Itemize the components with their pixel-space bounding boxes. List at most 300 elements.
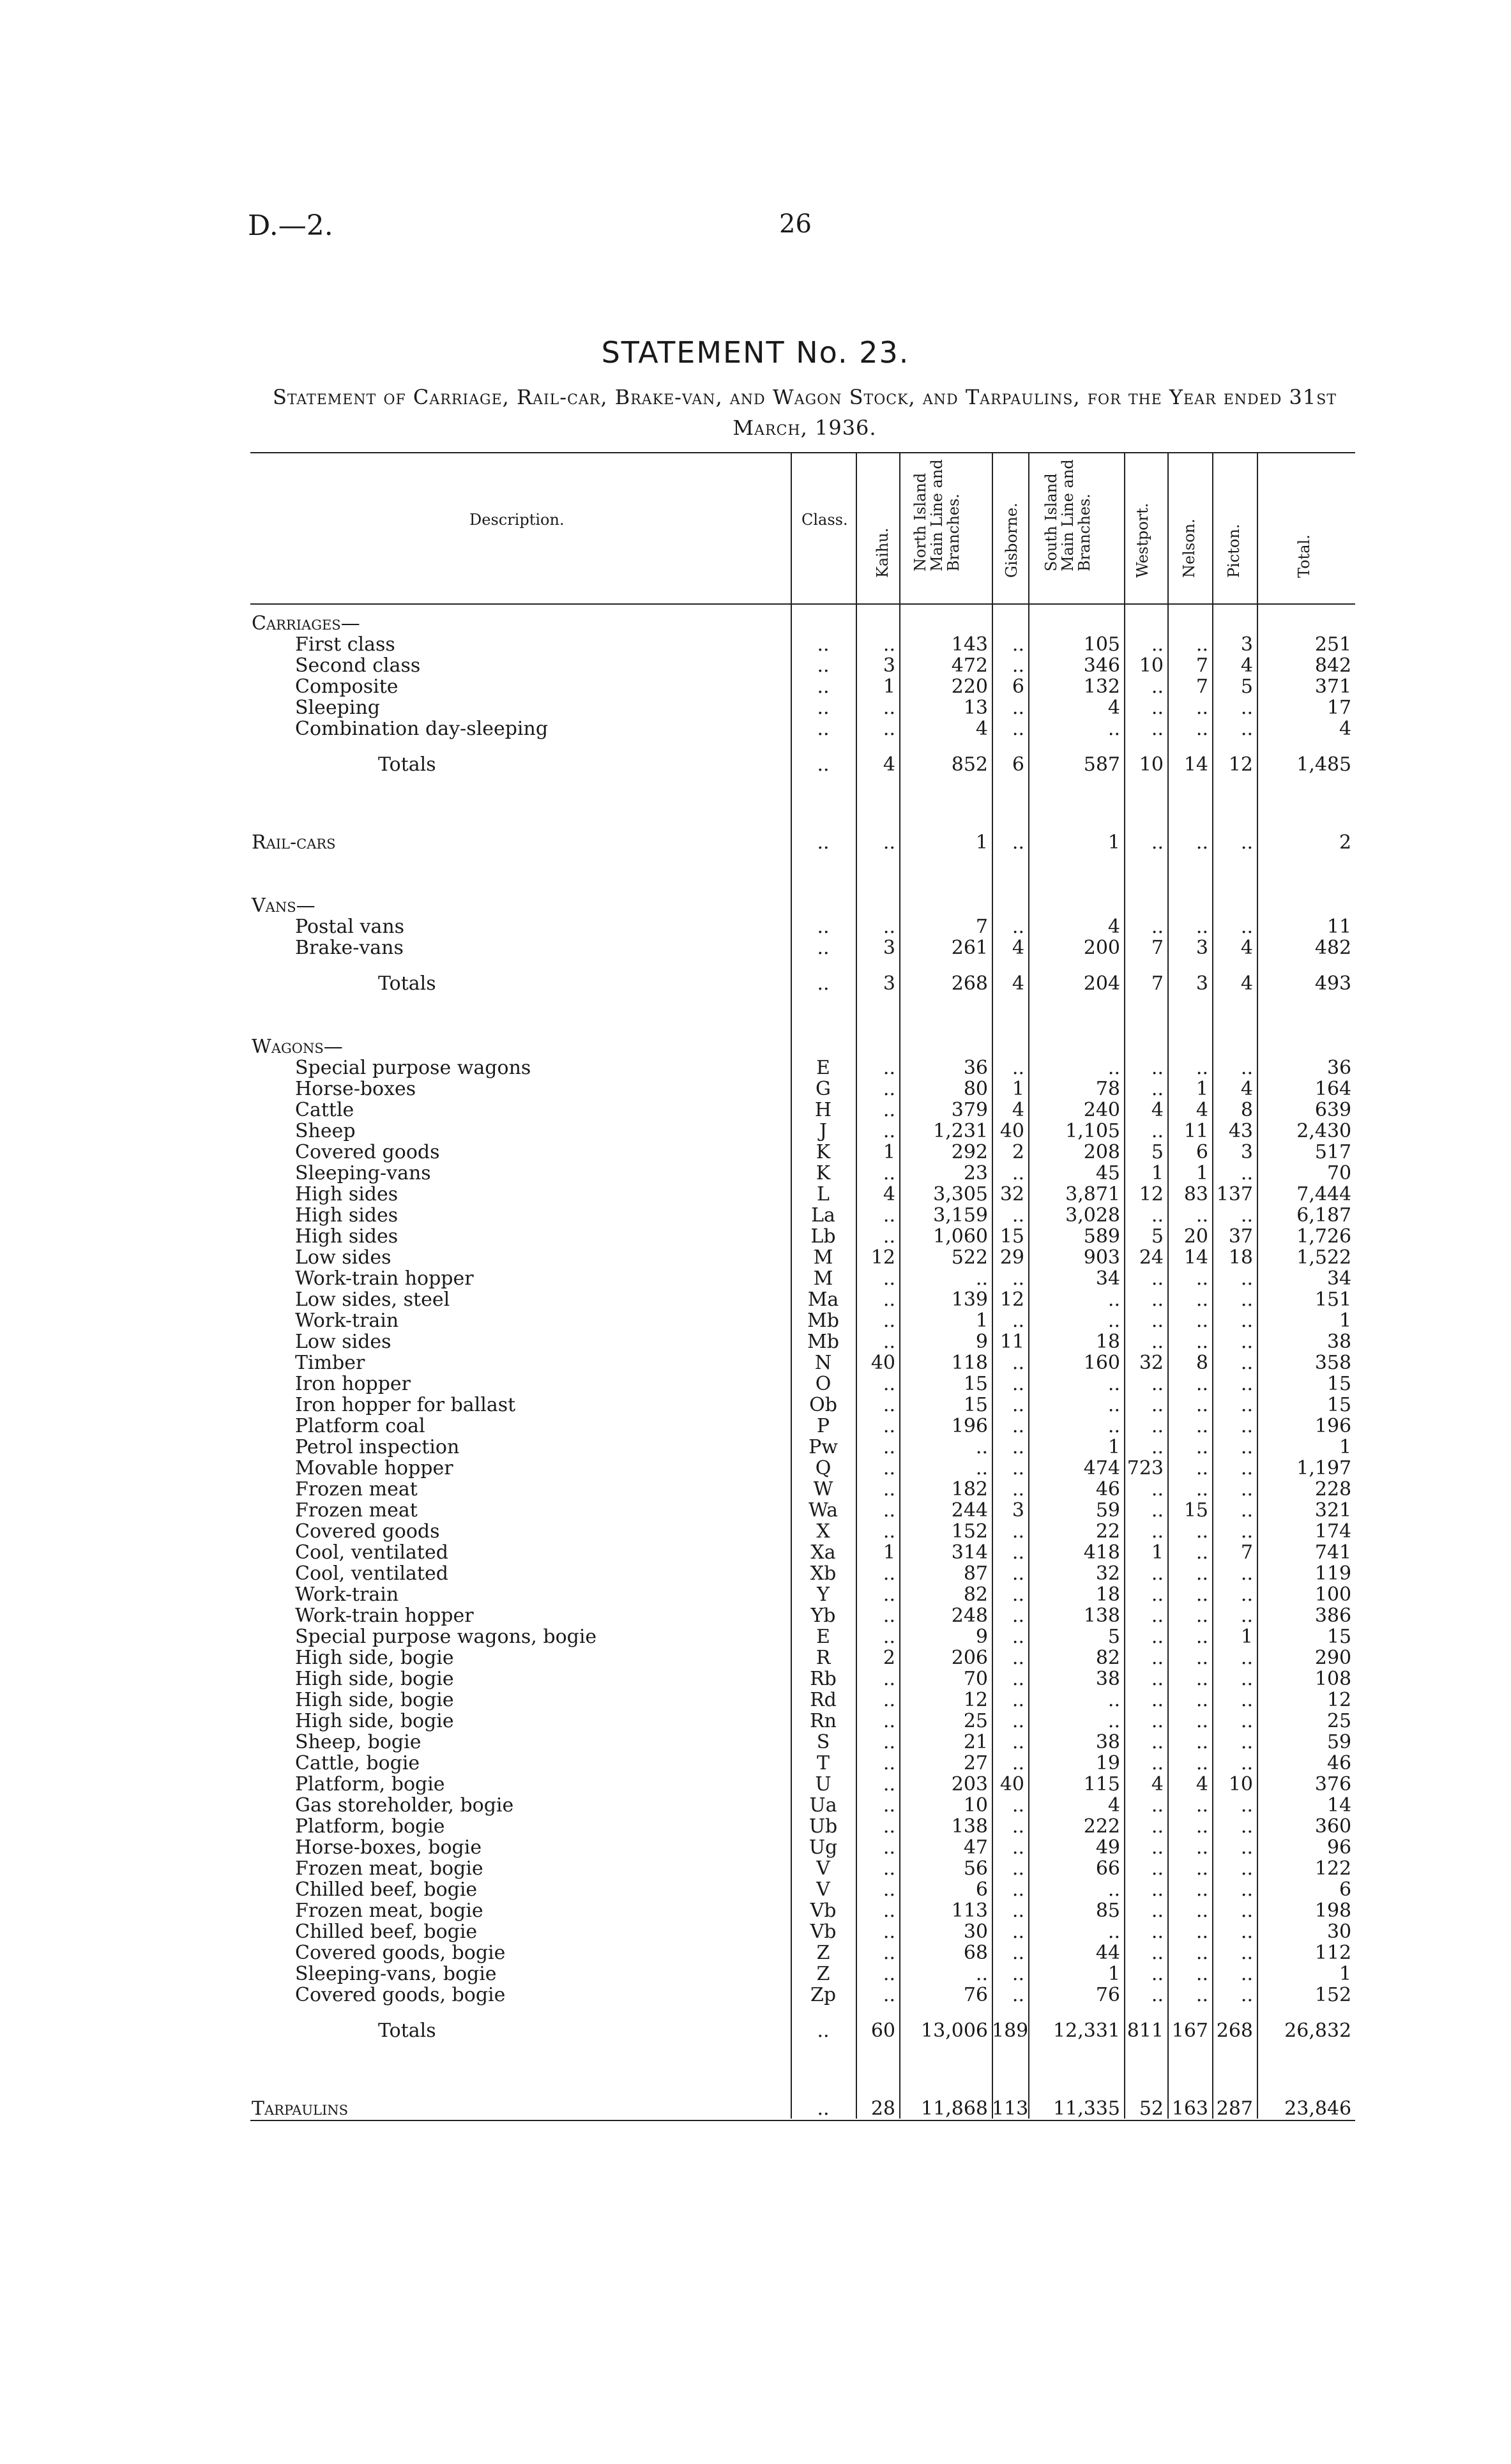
cell-picton: 4 [1240,1078,1253,1100]
cell-gisborne: 2 [1012,1142,1024,1163]
cell-nelson: .. [1196,1795,1208,1816]
cell-north-island: 203 [951,1774,988,1795]
cell-nelson: 14 [1183,753,1208,776]
cell-south-island: .. [1107,1689,1120,1711]
cell-total: 1 [1339,1437,1352,1458]
cell-kaihu: .. [883,1100,895,1121]
totals-label: Totals [378,972,436,995]
row-class: T [816,1753,830,1774]
cell-kaihu: .. [883,916,895,937]
cell-kaihu: 4 [883,1184,895,1205]
cell-north-island: 87 [963,1563,988,1584]
cell-picton: .. [1240,1352,1253,1373]
cell-south-island: 105 [1083,634,1120,655]
row-class: Mb [807,1331,839,1352]
cell-total: 2 [1339,831,1352,854]
cell-picton: 1 [1240,1626,1253,1647]
cell-total: 15 [1326,1395,1352,1416]
cell-south-island: .. [1107,1057,1120,1078]
cell-westport: .. [1151,1437,1164,1458]
table-row [250,1352,1355,1373]
section-heading: Carriages— [252,613,360,634]
cell-gisborne: .. [1012,1584,1024,1605]
cell-south-island: 19 [1095,1753,1120,1774]
row-description: Sheep, bogie [295,1732,421,1753]
table-row [250,1479,1355,1500]
cell-kaihu: .. [883,1584,895,1605]
table-row [250,1163,1355,1184]
cell-westport: .. [1151,634,1164,655]
cell-westport: .. [1151,1605,1164,1626]
cell-gisborne: .. [1012,1816,1024,1837]
section-heading: Vans— [252,895,315,916]
row-class: W [813,1479,833,1500]
table-row [250,1858,1355,1879]
cell-gisborne: .. [1012,1057,1024,1078]
cell-kaihu: .. [883,1732,895,1753]
cell-picton: .. [1240,1689,1253,1711]
cell-picton: .. [1240,1521,1253,1542]
cell-picton: .. [1240,1858,1253,1879]
cell-total: 251 [1314,634,1352,655]
row-class: M [813,1268,833,1289]
table-row [250,1584,1355,1605]
cell-westport: 12 [1139,1184,1164,1205]
cell-gisborne: .. [1012,1458,1024,1479]
cell-north-island: 30 [963,1921,988,1942]
table-row [250,1563,1355,1584]
row-class: Ob [809,1395,837,1416]
cell-south-island: 4 [1107,1795,1120,1816]
cell-gisborne: .. [1012,1942,1024,1963]
row-class: Z [816,1963,830,1984]
cell-nelson: 11 [1183,1121,1208,1142]
cell-total: 15 [1326,1373,1352,1395]
row-class: Lb [810,1226,836,1247]
row-class: .. [817,676,830,697]
cell-total: 108 [1314,1668,1352,1689]
section-heading-row [250,1036,1355,1057]
cell-kaihu: .. [883,1816,895,1837]
cell-total: 23,846 [1284,2097,1352,2120]
column-header-class: Class. [801,511,848,529]
cell-north-island: 25 [963,1711,988,1732]
row-description: Petrol inspection [295,1437,460,1458]
cell-kaihu: .. [883,1711,895,1732]
cell-gisborne: 4 [1012,937,1024,958]
cell-nelson: .. [1196,1458,1208,1479]
cell-total: 6,187 [1296,1205,1352,1226]
cell-gisborne: .. [1012,1668,1024,1689]
cell-north-island: 70 [963,1668,988,1689]
cell-westport: .. [1151,1753,1164,1774]
cell-north-island: .. [975,1437,988,1458]
cell-total: 198 [1314,1900,1352,1921]
cell-total: 842 [1314,655,1352,676]
cell-gisborne: .. [1012,1310,1024,1331]
cell-picton: .. [1240,1668,1253,1689]
row-description: Low sides, steel [295,1289,450,1310]
table-row [250,1774,1355,1795]
row-description: Covered goods [295,1142,440,1163]
cell-westport: .. [1151,1584,1164,1605]
row-description: Work-train hopper [295,1268,474,1289]
cell-kaihu: 3 [883,655,895,676]
row-description: Frozen meat [295,1500,418,1521]
cell-westport: .. [1151,1626,1164,1647]
row-class: .. [817,753,830,776]
cell-kaihu: .. [883,1205,895,1226]
cell-kaihu: .. [883,1268,895,1289]
table-row [250,1142,1355,1163]
cell-picton: .. [1240,1373,1253,1395]
cell-south-island: 11,335 [1053,2097,1120,2120]
cell-north-island: 21 [963,1732,988,1753]
cell-nelson: .. [1196,1668,1208,1689]
cell-picton: 268 [1216,2020,1253,2042]
cell-nelson: .. [1196,1837,1208,1858]
cell-south-island: 22 [1095,1521,1120,1542]
cell-westport: .. [1151,1858,1164,1879]
cell-north-island: 143 [951,634,988,655]
cell-nelson: .. [1196,1268,1208,1289]
cell-gisborne: .. [1012,1626,1024,1647]
cell-south-island: 138 [1083,1605,1120,1626]
table-row [250,1500,1355,1521]
cell-nelson: .. [1196,634,1208,655]
table-row [250,1331,1355,1352]
table-row [250,1816,1355,1837]
cell-kaihu: .. [883,1837,895,1858]
cell-gisborne: .. [1012,1921,1024,1942]
cell-kaihu: .. [883,1984,895,2006]
cell-kaihu: .. [883,1753,895,1774]
cell-south-island: 44 [1095,1942,1120,1963]
cell-nelson: .. [1196,916,1208,937]
cell-kaihu: 28 [870,2097,895,2120]
cell-total: 371 [1314,676,1352,697]
summary-row [250,817,1355,868]
cell-westport: .. [1151,1500,1164,1521]
cell-picton: .. [1240,1605,1253,1626]
cell-total: 36 [1326,1057,1352,1078]
cell-south-island: 903 [1083,1247,1120,1268]
table-row [250,634,1355,655]
cell-total: 12 [1326,1689,1352,1711]
row-class: V [816,1858,830,1879]
cell-westport: .. [1151,1205,1164,1226]
cell-south-island: .. [1107,1289,1120,1310]
cell-gisborne: 15 [999,1226,1024,1247]
row-description: High side, bogie [295,1668,454,1689]
cell-total: 25 [1326,1711,1352,1732]
cell-westport: .. [1151,1268,1164,1289]
cell-kaihu: .. [883,1458,895,1479]
cell-nelson: .. [1196,1626,1208,1647]
cell-total: 517 [1314,1142,1352,1163]
cell-nelson: 7 [1196,655,1208,676]
row-class: .. [817,718,830,739]
cell-nelson: .. [1196,1521,1208,1542]
cell-gisborne: .. [1012,1711,1024,1732]
cell-picton: .. [1240,1900,1253,1921]
row-description: Work-train [295,1310,399,1331]
cell-gisborne: 6 [1012,753,1024,776]
cell-total: 386 [1314,1605,1352,1626]
cell-nelson: 4 [1196,1774,1208,1795]
row-class: .. [817,2097,830,2120]
table-row [250,1078,1355,1100]
cell-picton: .. [1240,831,1253,854]
section-heading-row [250,895,1355,916]
table-row [250,1521,1355,1542]
row-class: P [816,1416,830,1437]
row-description: High sides [295,1184,399,1205]
cell-kaihu: .. [883,1310,895,1331]
cell-nelson: .. [1196,1942,1208,1963]
cell-south-island: 45 [1095,1163,1120,1184]
column-header-gisborne: Gisborne. [1003,503,1021,578]
row-description: Chilled beef, bogie [295,1879,478,1900]
cell-south-island: 160 [1083,1352,1120,1373]
column-header-picton: Picton. [1225,524,1243,578]
cell-gisborne: 4 [1012,1100,1024,1121]
cell-south-island: 346 [1083,655,1120,676]
cell-kaihu: .. [883,1900,895,1921]
row-class: Ub [809,1816,838,1837]
cell-westport: .. [1151,1816,1164,1837]
table-row [250,1837,1355,1858]
row-class: L [817,1184,830,1205]
cell-nelson: 7 [1196,676,1208,697]
cell-north-island: 1,060 [933,1226,988,1247]
cell-kaihu: 2 [883,1647,895,1668]
cell-kaihu: .. [883,1668,895,1689]
cell-total: 1,197 [1296,1458,1352,1479]
cell-picton: .. [1240,1205,1253,1226]
cell-gisborne: .. [1012,1753,1024,1774]
cell-westport: 1 [1151,1163,1164,1184]
cell-picton: .. [1240,1416,1253,1437]
cell-south-island: .. [1107,1711,1120,1732]
cell-gisborne: .. [1012,1647,1024,1668]
cell-picton: 10 [1228,1774,1253,1795]
cell-picton: .. [1240,1437,1253,1458]
row-class: Rb [810,1668,837,1689]
row-description: Combination day-sleeping [295,718,549,739]
cell-gisborne: .. [1012,1963,1024,1984]
cell-westport: .. [1151,1921,1164,1942]
cell-nelson: 1 [1196,1163,1208,1184]
cell-westport: 10 [1139,655,1164,676]
cell-kaihu: .. [883,1963,895,1984]
cell-picton: .. [1240,1310,1253,1331]
table-row [250,718,1355,739]
cell-north-island: 1 [975,831,988,854]
cell-picton: .. [1240,916,1253,937]
cell-north-island: 206 [951,1647,988,1668]
section-heading-row [250,613,1355,634]
page-number: 26 [779,209,812,239]
cell-south-island: 1,105 [1065,1121,1120,1142]
cell-north-island: 472 [951,655,988,676]
cell-westport: 1 [1151,1542,1164,1563]
cell-nelson: .. [1196,1921,1208,1942]
cell-picton: .. [1240,1057,1253,1078]
row-description: Cattle [295,1100,354,1121]
cell-total: 358 [1314,1352,1352,1373]
cell-north-island: 68 [963,1942,988,1963]
cell-kaihu: .. [883,1121,895,1142]
row-class: Y [817,1584,830,1605]
cell-gisborne: .. [1012,1479,1024,1500]
cell-total: 290 [1314,1647,1352,1668]
cell-north-island: 12 [963,1689,988,1711]
cell-kaihu: .. [883,1563,895,1584]
row-class: M [813,1247,833,1268]
cell-north-island: 4 [975,718,988,739]
cell-nelson: .. [1196,1647,1208,1668]
cell-nelson: .. [1196,1373,1208,1395]
cell-north-island: 27 [963,1753,988,1774]
cell-kaihu: .. [883,831,895,854]
table-row [250,676,1355,697]
row-description: Postal vans [295,916,405,937]
row-class: Zp [810,1984,837,2006]
cell-south-island: .. [1107,718,1120,739]
table-row [250,1921,1355,1942]
cell-kaihu: 60 [870,2020,895,2042]
cell-gisborne: .. [1012,1879,1024,1900]
table-row [250,1900,1355,1921]
cell-gisborne: .. [1012,1352,1024,1373]
cell-south-island: 34 [1095,1268,1120,1289]
cell-south-island: 49 [1095,1837,1120,1858]
cell-picton: .. [1240,1479,1253,1500]
cell-nelson: .. [1196,1689,1208,1711]
cell-south-island: 132 [1083,676,1120,697]
cell-westport: 7 [1151,972,1164,995]
row-class: R [816,1647,831,1668]
cell-kaihu: .. [883,1795,895,1816]
cell-westport: .. [1151,1647,1164,1668]
summary-row [250,2083,1355,2135]
cell-north-island: 11,868 [921,2097,988,2120]
cell-south-island: 5 [1107,1626,1120,1647]
table-row [250,1668,1355,1689]
summary-label: Rail-cars [252,831,336,854]
cell-total: 1 [1339,1963,1352,1984]
cell-total: 1,485 [1296,753,1352,776]
row-class: .. [817,634,830,655]
column-header-total: Total. [1295,534,1313,578]
cell-south-island: .. [1107,1310,1120,1331]
cell-kaihu: .. [883,1226,895,1247]
row-description: Frozen meat, bogie [295,1900,483,1921]
cell-westport: .. [1151,1900,1164,1921]
cell-total: 70 [1326,1163,1352,1184]
cell-gisborne: 29 [999,1247,1024,1268]
cell-total: 482 [1314,937,1352,958]
cell-kaihu: 3 [883,972,895,995]
cell-picton: 5 [1240,676,1253,697]
row-description: Platform coal [295,1416,425,1437]
cell-westport: 4 [1151,1774,1164,1795]
row-class: Yb [810,1605,836,1626]
row-description: Timber [295,1352,365,1373]
cell-gisborne: 6 [1012,676,1024,697]
cell-south-island: .. [1107,1416,1120,1437]
cell-gisborne: .. [1012,634,1024,655]
cell-picton: 4 [1240,972,1253,995]
cell-south-island: 200 [1083,937,1120,958]
cell-picton: 18 [1228,1247,1253,1268]
row-description: Gas storeholder, bogie [295,1795,514,1816]
cell-kaihu: 1 [883,1142,895,1163]
totals-row [250,2006,1355,2057]
cell-gisborne: .. [1012,1163,1024,1184]
cell-south-island: .. [1107,1373,1120,1395]
cell-westport: .. [1151,1984,1164,2006]
cell-westport: .. [1151,1479,1164,1500]
cell-nelson: 8 [1196,1352,1208,1373]
table-row [250,1121,1355,1142]
cell-gisborne: .. [1012,831,1024,854]
spacer-row [250,868,1355,895]
row-description: Horse-boxes [295,1078,416,1100]
cell-kaihu: .. [883,1331,895,1352]
cell-south-island: 46 [1095,1479,1120,1500]
row-description: Brake-vans [295,937,404,958]
cell-south-island: 240 [1083,1100,1120,1121]
cell-south-island: 66 [1095,1858,1120,1879]
cell-total: 2,430 [1296,1121,1352,1142]
cell-nelson: 14 [1183,1247,1208,1268]
row-class: O [815,1373,831,1395]
cell-north-island: 118 [951,1352,988,1373]
cell-kaihu: .. [883,1942,895,1963]
table-row [250,1732,1355,1753]
cell-north-island: 268 [951,972,988,995]
cell-south-island: 76 [1095,1984,1120,2006]
table-row [250,1205,1355,1226]
row-description: Special purpose wagons, bogie [295,1626,597,1647]
cell-total: 228 [1314,1479,1352,1500]
totals-row [250,958,1355,1009]
cell-north-island: 47 [963,1837,988,1858]
cell-north-island: 261 [951,937,988,958]
cell-gisborne: 189 [992,2020,1028,2042]
cell-north-island: 182 [951,1479,988,1500]
cell-gisborne: .. [1012,1900,1024,1921]
table-row [250,1416,1355,1437]
cell-total: 30 [1326,1921,1352,1942]
cell-south-island: 115 [1083,1774,1120,1795]
table-row [250,1057,1355,1078]
row-description: Work-train [295,1584,399,1605]
cell-south-island: 3,028 [1065,1205,1120,1226]
cell-gisborne: 40 [999,1774,1024,1795]
cell-nelson: .. [1196,1310,1208,1331]
cell-kaihu: .. [883,1921,895,1942]
cell-north-island: 379 [951,1100,988,1121]
cell-total: 152 [1314,1984,1352,2006]
cell-picton: .. [1240,1753,1253,1774]
cell-westport: .. [1151,1331,1164,1352]
cell-nelson: .. [1196,1732,1208,1753]
cell-nelson: .. [1196,1584,1208,1605]
row-class: K [816,1142,831,1163]
